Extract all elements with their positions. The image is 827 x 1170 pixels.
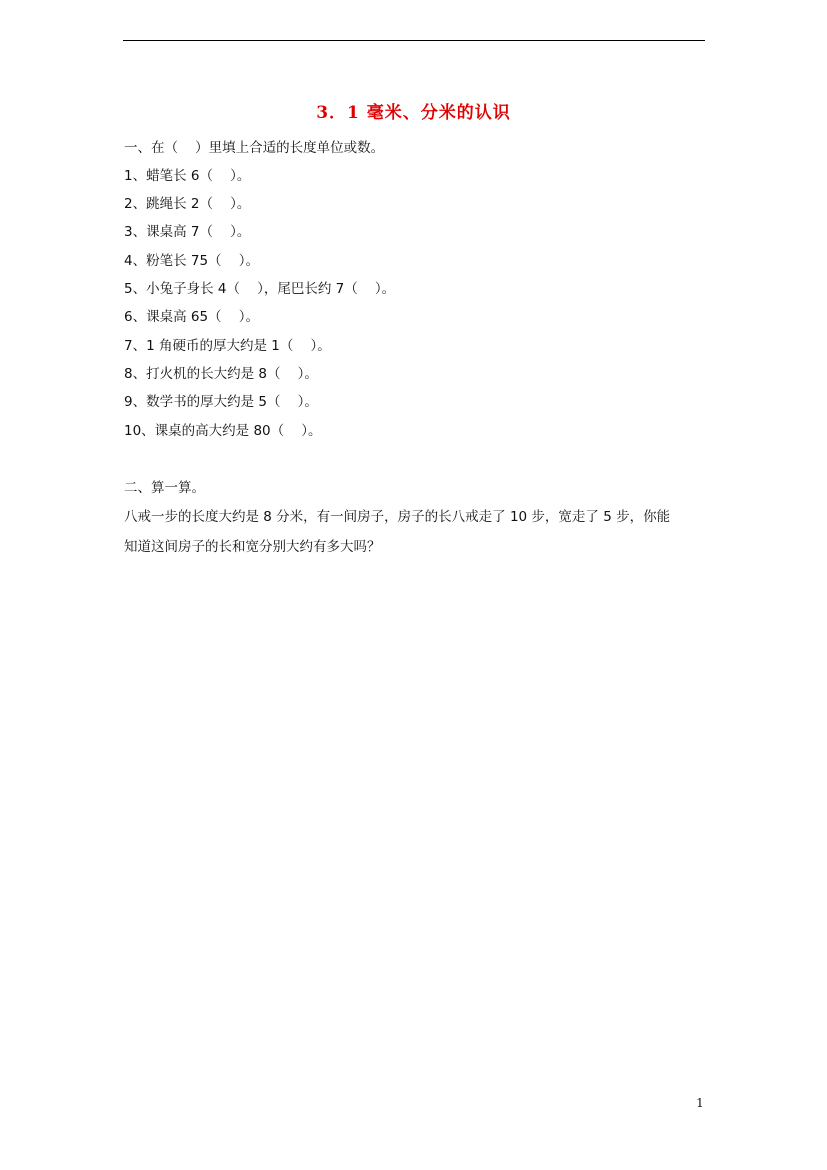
question-item-7: 7、1 角硬币的厚大约是 1（ ）。 <box>124 338 331 354</box>
question-item-2: 2、跳绳长 2（ ）。 <box>124 196 251 212</box>
word-problem-line-2: 知道这间房子的长和宽分别大约有多大吗？ <box>124 539 381 555</box>
question-item-5: 5、小兔子身长 4（ ），尾巴长约 7（ ）。 <box>124 281 396 297</box>
page-number: 1 <box>696 1096 704 1110</box>
question-item-4: 4、粉笔长 75（ ）。 <box>124 253 259 269</box>
word-problem-line-1: 八戒一步的长度大约是 8 分米，有一间房子，房子的长八戒走了 10 步，宽走了 5 步，你能 <box>124 509 671 525</box>
question-item-3: 3、课桌高 7（ ）。 <box>124 224 251 240</box>
question-item-10: 10、课桌的高大约是 80（ ）。 <box>124 423 322 439</box>
question-item-8: 8、打火机的长大约是 8（ ）。 <box>124 366 318 382</box>
header-rule <box>123 40 705 41</box>
question-item-1: 1、蜡笔长 6（ ）。 <box>124 168 251 184</box>
section2-heading: 二、算一算。 <box>124 480 205 496</box>
page-title: 3．1 毫米、分米的认识 <box>316 103 511 123</box>
section1-heading: 一、在（ ）里填上合适的长度单位或数。 <box>124 140 385 156</box>
question-item-6: 6、课桌高 65（ ）。 <box>124 309 259 325</box>
question-item-9: 9、数学书的厚大约是 5（ ）。 <box>124 394 318 410</box>
